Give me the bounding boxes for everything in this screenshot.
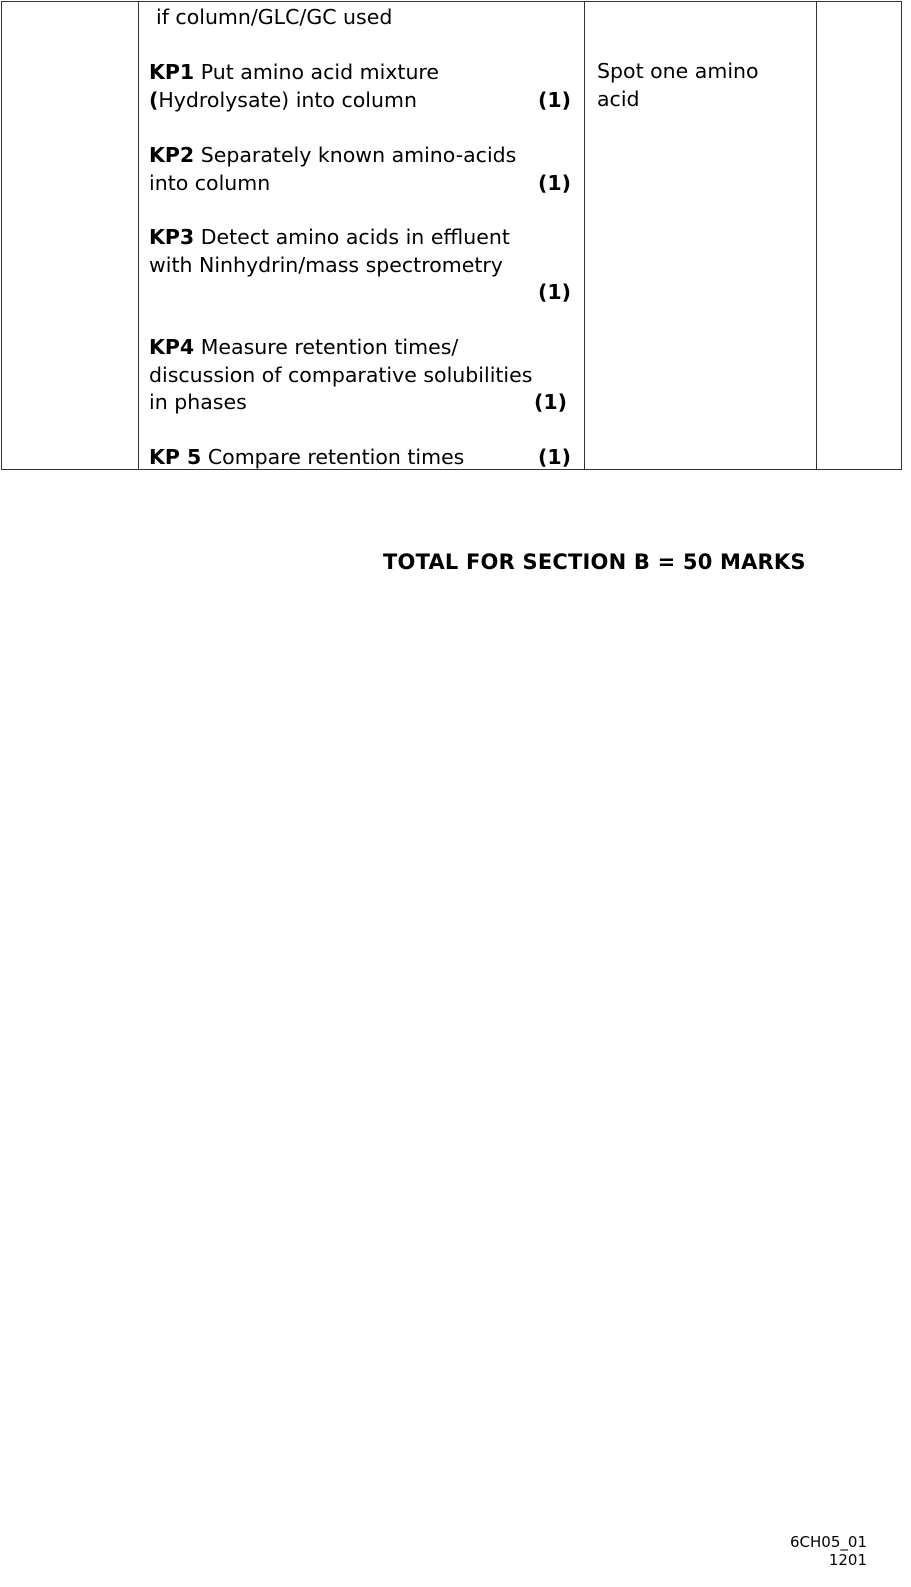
key-point-text: Detect amino acids in effluent <box>200 225 510 249</box>
key-point-mark: (1) <box>537 87 571 112</box>
page-footer <box>790 1533 867 1569</box>
section-total: TOTAL FOR SECTION B = 50 MARKS <box>383 550 806 574</box>
key-point-text: with Ninhydrin/mass spectrometry <box>149 252 503 277</box>
key-point-text: Measure retention times/ <box>200 335 459 359</box>
key-point-text: Put amino acid mixture <box>200 60 440 84</box>
key-point-4 <box>149 334 571 417</box>
key-point-id: KP 5 <box>149 445 202 469</box>
key-point-id: KP2 <box>149 143 195 167</box>
key-point-text: into column <box>149 170 271 195</box>
key-point-text: Separately known amino-acids <box>200 143 517 167</box>
key-point-mark: (1) <box>537 170 571 195</box>
key-point-text: discussion of comparative solubilities <box>149 362 533 387</box>
key-point-id: KP4 <box>149 335 195 359</box>
paper-code: 6CH05_01 <box>790 1533 867 1551</box>
key-point-id: KP1 <box>149 60 195 84</box>
key-point-id: KP3 <box>149 225 195 249</box>
key-point-text: in phases <box>149 390 247 414</box>
key-point-mark: (1) <box>533 390 567 414</box>
answer-cell <box>139 2 585 470</box>
reject-cell <box>585 2 817 470</box>
mark-cell <box>817 2 902 470</box>
key-point-text: (Hydrolysate) into column <box>149 87 417 112</box>
question-number-cell <box>2 2 139 470</box>
key-point-5 <box>149 444 571 472</box>
paper-number: 1201 <box>828 1551 867 1569</box>
key-point-2 <box>149 142 571 197</box>
key-point-1 <box>149 59 571 114</box>
key-point-mark: (1) <box>537 280 571 304</box>
reject-text: Spot one amino acid <box>597 59 759 111</box>
key-point-text: Compare retention times <box>207 445 465 469</box>
key-point-mark: (1) <box>537 445 571 469</box>
table-row <box>2 2 902 470</box>
key-point-3 <box>149 224 571 307</box>
mark-scheme-table <box>1 1 902 470</box>
lead-text: if column/GLC/GC used <box>156 5 393 29</box>
